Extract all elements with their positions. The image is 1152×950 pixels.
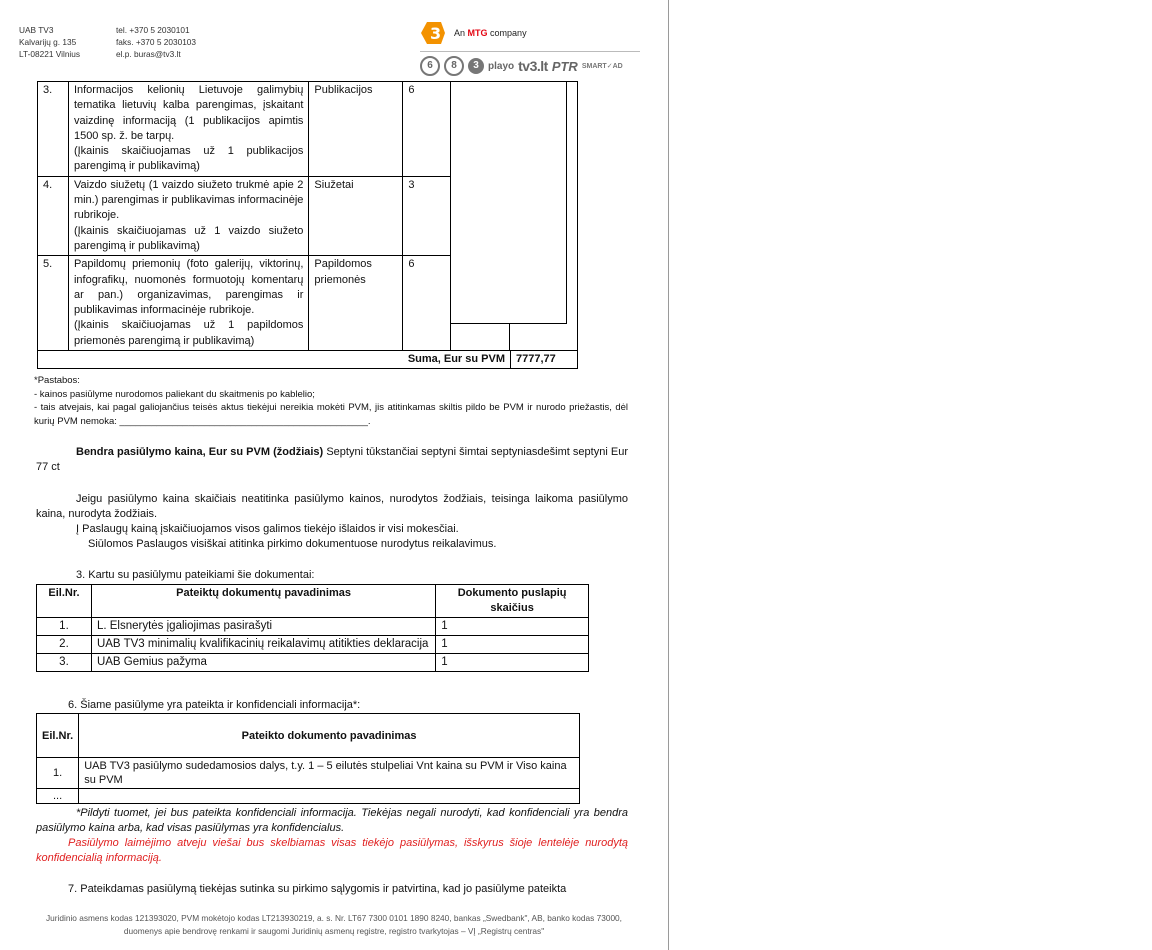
company-street: Kalvarijų g. 135 <box>19 37 77 47</box>
sum-value: 7777,77 <box>511 351 578 369</box>
table-row: 2. UAB TV3 minimalių kvalifikacinių reikalavimų atitikties deklaracija 1 <box>37 636 589 654</box>
svg-text:3: 3 <box>430 24 442 43</box>
brand-logos-row <box>420 56 623 76</box>
notes-line: - kainos pasiūlyme nurodomos paliekant du skaitmenis po kablelio; <box>34 388 315 400</box>
notes-block <box>34 374 628 428</box>
tv3-logo-icon <box>417 19 447 47</box>
company-contacts <box>116 24 196 60</box>
notes-line: - tais atvejais, kai pagal galiojančius teisės aktus tiekėjui nereikia mokėti PVM, jis atitinkamas skiltis pildo be PVM ir nurodo priežastis, dėl kurių PVM nemoka: _______________________________________________. <box>34 402 628 427</box>
footer-line: duomenys apie bendrovę renkami ir saugomi Juridinių asmenų registre, registro tvarkytojas – VĮ „Registrų centras" <box>123 926 545 936</box>
tv8-logo-icon: 8 <box>444 56 464 76</box>
ptr-logo: PTR <box>551 58 578 74</box>
row-number: 5. <box>38 256 69 351</box>
fax: faks. +370 5 2030103 <box>116 37 197 47</box>
total-in-words <box>36 445 628 475</box>
docs-section-title: 3. Kartu su pasiūlymu pateikiami šie dokumentai: <box>76 569 315 581</box>
section-7-text: 7. Pateikdamas pasiūlymą tiekėjas sutinka su pirkimo sąlygomis ir patvirtina, kad jo pasiūlyme pateikta <box>68 883 567 895</box>
total-words-label: Bendra pasiūlymo kaina, Eur su PVM (žodžiais) <box>76 446 324 458</box>
col-header-pages: Dokumento puslapių skaičius <box>436 585 589 618</box>
row-quantity: 6 <box>403 256 451 351</box>
confidential-note: *Pildyti tuomet, jei bus pateikta konfidenciali informacija. Tiekėjas negali nurodyti, kad konfidenciali yra bendra pasiūlymo kaina arba, kad visas pasiūlymas yra konfidencialus. <box>36 807 628 834</box>
sum-row <box>38 351 578 369</box>
viewer-background <box>669 0 1152 950</box>
table-header-row <box>37 585 589 618</box>
table-row: 1. UAB TV3 pasiūlymo sudedamosios dalys, t.y. 1 – 5 eilutės stulpeliai Vnt kaina su PVM ir Viso kaina su PVM <box>37 758 580 789</box>
confidential-table <box>36 713 580 804</box>
table-row: ... <box>37 789 580 804</box>
row-unit: Siužetai <box>309 176 403 255</box>
row-unit: Publikacijos <box>309 82 403 177</box>
row-number: 3. <box>38 82 69 177</box>
documents-table <box>36 584 589 672</box>
playo-logo: playo <box>488 60 515 72</box>
redacted-price-block <box>451 82 578 351</box>
table-header-row <box>37 714 580 758</box>
redaction-box <box>451 82 567 324</box>
sum-label: Suma, Eur su PVM <box>38 351 511 369</box>
email: el.p. buras@tv3.lt <box>116 49 181 59</box>
total-words-value: Septyni tūkstančiai septyni šimtai septyniasdešimt septyni Eur 77 ct <box>36 446 629 473</box>
costs-paragraph: Į Paslaugų kainą įskaičiuojamos visos galimos tiekėjo išlaidos ir visi mokesčiai. <box>76 523 459 535</box>
row-number: 4. <box>38 176 69 255</box>
tv6-logo-icon: 6 <box>420 56 440 76</box>
company-address <box>19 24 80 60</box>
col-header-number: Eil.Nr. <box>37 714 79 758</box>
footer-line: Juridinio asmens kodas 121393020, PVM mokėtojo kodas LT213930219, a. s. Nr. LT67 7300 0101 1890 8240, bankas „Swedbank", AB, banko kodas 73000, <box>46 913 622 923</box>
logo-divider <box>420 51 640 52</box>
company-name: UAB TV3 <box>19 25 54 35</box>
row-description: Papildomų priemonių (foto galerijų, viktorinų, infografikų, nuomonės formuotojų komentarų ar pan.) organizavimas, parengimas ir publikavimas informacinėje rubrikoje. (Įkainis skaičiuojamas už 1 papildomos priemonės parengimą ir publikavimą) <box>68 256 308 351</box>
col-header-name: Pateikto dokumento pavadinimas <box>79 714 580 758</box>
publication-warning: Pasiūlymo laimėjimo atveju viešai bus skelbiamas visas tiekėjo pasiūlymas, išskyrus šioje lentelėje nurodytą konfidencialią informaciją. <box>36 837 628 864</box>
compliance-paragraph: Siūlomos Paslaugos visiškai atitinka pirkimo dokumentuose nurodytus reikalavimus. <box>88 538 497 550</box>
col-header-number: Eil.Nr. <box>37 585 92 618</box>
row-description: Informacijos kelionių Lietuvoje galimybių tematika lietuvių kalba parengimas, įskaitant vaizdinę informaciją (1 publikacijos apimtis 1500 sp. ž. be tarpų. (Įkainis skaičiuojamas už 1 publikacijos parengimą ir publikavimą) <box>68 82 308 177</box>
price-table <box>37 81 578 369</box>
col-header-name: Pateiktų dokumentų pavadinimas <box>91 585 435 618</box>
conf-section-title: 6. Šiame pasiūlyme yra pateikta ir konfidenciali informacija*: <box>68 699 361 711</box>
row-quantity: 3 <box>403 176 451 255</box>
tv3-small-logo-icon: 3 <box>468 58 484 74</box>
row-quantity: 6 <box>403 82 451 177</box>
mtg-tagline: An MTG company <box>454 28 527 38</box>
tv3lt-logo: tv3.lt <box>518 58 548 74</box>
price-mismatch-paragraph: Jeigu pasiūlymo kaina skaičiais neatitinka pasiūlymo kainos, nurodytos žodžiais, teisinga laikoma pasiūlymo kaina, nurodyta žodžiais. <box>36 493 628 520</box>
row-description: Vaizdo siužetų (1 vaizdo siužeto trukmė apie 2 min.) parengimas ir publikavimas informacinėje rubrikoje. (Įkainis skaičiuojamas už 1 vaizdo siužeto parengimą ir publikavimą) <box>68 176 308 255</box>
mtg-brand: MTG <box>467 28 488 38</box>
company-city: LT-08221 Vilnius <box>19 49 81 59</box>
notes-title: *Pastabos: <box>34 375 80 386</box>
table-row: 3. UAB Gemius pažyma 1 <box>37 654 589 672</box>
tv3-logo <box>417 19 527 52</box>
table-row: 1. L. Elsnerytės įgaliojimas pasirašyti 1 <box>37 618 589 636</box>
row-unit: Papildomos priemonės <box>309 256 403 351</box>
smartad-logo: SMART✓AD <box>581 63 623 70</box>
phone: tel. +370 5 2030101 <box>116 25 190 35</box>
table-row <box>38 82 578 177</box>
